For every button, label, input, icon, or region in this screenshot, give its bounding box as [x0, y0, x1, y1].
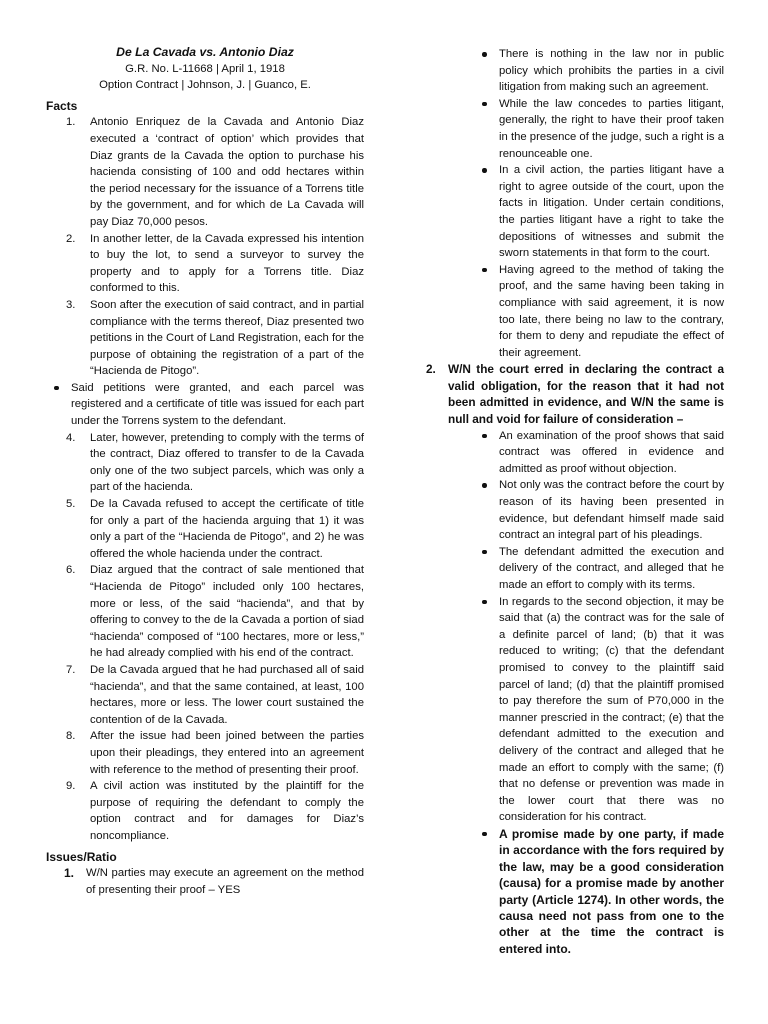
case-header [46, 44, 364, 94]
bullet-item: Having agreed to the method of taking the proof, and the same having been taking in compliance with said agreement, it is now too late, there being no law to the contrary, for them to deny and repudiate the effect of their agreement. [474, 262, 724, 362]
issues-heading: Issues/Ratio [46, 849, 117, 864]
issue-2-bullets [418, 428, 724, 958]
bullet-item: There is nothing in the law nor in public policy which prohibits the parties in a civil litigation from making such an agreement. [474, 46, 724, 96]
facts-heading: Facts [46, 98, 78, 113]
facts-list-cont [46, 430, 364, 845]
fact-item: 8. After the issue had been joined between the parties upon their pleadings, they entered into an agreement with reference to the method of presenting their proof. [66, 730, 364, 776]
issue-2-item: 2. W/N the court erred in declaring the contract a valid obligation, for the reason that it had not been admitted in evidence, and W/N the same is null and void for failure of consideration – [426, 362, 724, 427]
bullet-item: In regards to the second objection, it may be said that (a) the contract was for the sale of a definite parcel of land; (b) that it was reduced to writing; (c) that the defendant promised to convey to the plaintiff said parcel of land; (d) that the plaintiff promised to pay therefore the sum of P70,000 in the manner prescried in the contract; (e) that the defendant admitted to the execution and delivery of the contract and alleged that he made an effort to comply with the same; (f) that no defense or prevention was made in the lower court that there was no consideration for his contract. [474, 594, 724, 826]
issue-1-bullets [418, 46, 724, 361]
case-subtitle: Option Contract | Johnson, J. | Guanco, E. [99, 79, 311, 92]
bullet-item: In a civil action, the parties litigant have a right to agree outside of the court, upon the facts in litigation. Under certain conditions, the parties litigant have a right to take the depositions of witnesses and submit the sworn statements in that form to the court. [474, 162, 724, 262]
case-title: De La Cavada vs. Antonio Diaz [116, 45, 294, 59]
right-column [418, 46, 724, 957]
fact-item: 7. De la Cavada argued that he had purchased all of said “hacienda”, and that the same contained, at least, 100 hectares, more or less. The lower court sustained the contention of de la Cavada. [66, 663, 364, 726]
fact-item: 2. In another letter, de la Cavada expressed his intention to buy the lot, to send a surveyor to survey the property and to apply for a Torrens title. Diaz conformed to this. [66, 232, 364, 295]
fact-item: 4. Later, however, pretending to comply with the terms of the contract, Diaz offered to transfer to de la Cavada only one of the two subject parcels, which was only a part of the hacienda. [66, 431, 364, 494]
bullet-item-bold: A promise made by one party, if made in accordance with the fors required by the law, may be a good consideration (causa) for a promise made by another party (Article 1274). In other words, the causa need not pass from one to the other at the time the contract is entered into. [474, 826, 724, 957]
bullet-item: Said petitions were granted, and each parcel was registered and a certificate of title was issued for each part under the Torrens system to the defendant. [46, 380, 364, 430]
bullet-item: The defendant admitted the execution and delivery of the contract, and alleged that he made an effort to comply with its terms. [474, 544, 724, 594]
bullet-item: An examination of the proof shows that said contract was offered in evidence and admitted as proof without objection. [474, 428, 724, 478]
left-column [46, 44, 364, 898]
fact-item: 1. Antonio Enriquez de la Cavada and Antonio Diaz executed a ‘contract of option’ which provides that Diaz grants de la Cavada the option to purchase his hacienda consisting of 100 and odd hectares within the period necessary for the issuance of a Torrens title by the government, and for which de La Cavada will pay Diaz 70,000 pesos. [66, 116, 364, 228]
facts-list [46, 114, 364, 380]
bullet-item: Not only was the contract before the court by reason of its having been presented in evidence, but defendant himself made said contract an integral part of his pleadings. [474, 477, 724, 543]
fact-3-subbullets [46, 380, 364, 430]
fact-item: 9. A civil action was instituted by the plaintiff for the purpose of requiring the defendant to comply the option contract and for damages for Diaz’s noncompliance. [66, 780, 364, 842]
fact-item: 6. Diaz argued that the contract of sale mentioned that “Hacienda de Pitogo” included only 100 hectares, more or less, of the said “hacienda”, and that by offering to convey to the de la Cavada a portion of siad “hacienda” composed of “100 hectares, more or less,” he had already complied with his end of the contract. [66, 564, 364, 660]
issues-list [46, 865, 364, 898]
fact-item: 3. Soon after the execution of said contract, and in partial compliance with the terms thereof, Diaz presented two petitions in the Court of Land Registration, each for the purpose of obtaining the registration of a part of the “Hacienda de Pitogo”. [66, 298, 364, 378]
bullet-item: While the law concedes to parties litigant, generally, the right to have their proof taken in the presence of the judge, such a right is a renounceable one. [474, 96, 724, 162]
case-citation: G.R. No. L-11668 | April 1, 1918 [125, 62, 285, 75]
fact-item: 5. De la Cavada refused to accept the certificate of title for only a part of the hacienda arguing that 1) it was only a part of the “Hacienda de Pitogo”, and 2) he was offered the whole hacienda under the contract. [66, 498, 364, 560]
issue-item: 1. W/N parties may execute an agreement on the method of presenting their proof – YES [64, 866, 364, 896]
